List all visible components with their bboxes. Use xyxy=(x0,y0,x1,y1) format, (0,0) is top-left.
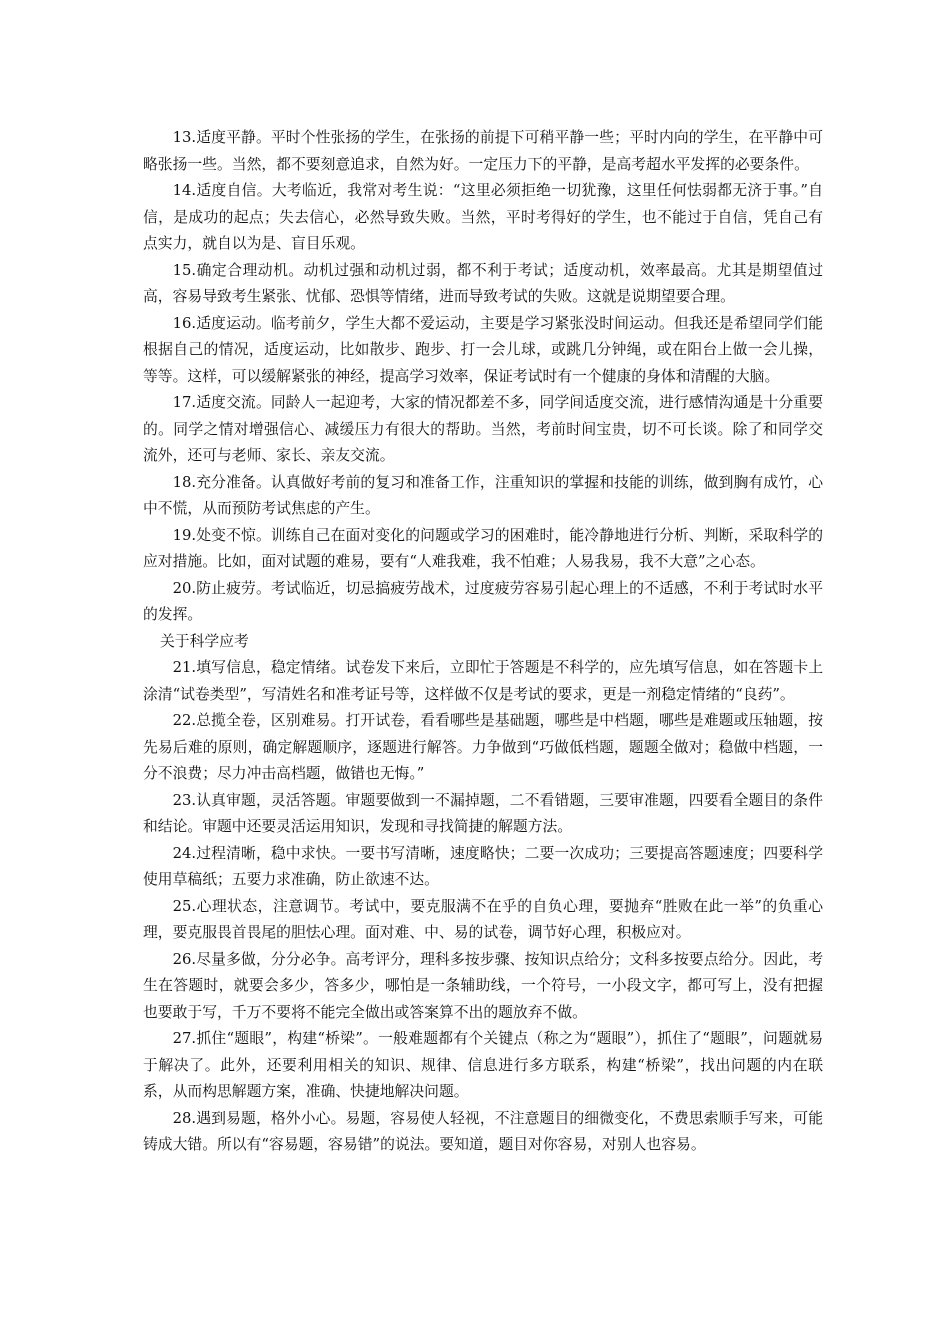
paragraph-25: 25.心理状态，注意调节。考试中，要克服满不在乎的自负心理，要抛弃“胜败在此一举”的负重心理，要克服畏首畏尾的胆怯心理。面对难、中、易的试卷，调节好心理，积极应对。 xyxy=(143,897,823,941)
paragraph-23: 23.认真审题，灵活答题。审题要做到一不漏掉题，二不看错题，三要审准题，四要看全题目的条件和结论。审题中还要灵活运用知识，发现和寻找简捷的解题方法。 xyxy=(143,791,823,835)
section-heading: 关于科学应考 xyxy=(160,632,249,650)
paragraph-16: 16.适度运动。临考前夕，学生大都不爱运动，主要是学习紧张没时间运动。但我还是希望同学们能根据自己的情况，适度运动，比如散步、跑步、打一会儿球，或跳几分钟绳，或在阳台上做一会儿操，等等。这样，可以缓解紧张的神经，提高学习效率，保证考试时有一个健康的身体和清醒的大脑。 xyxy=(143,314,823,385)
paragraph-27: 27.抓住“题眼”，构建“桥梁”。一般难题都有个关键点（称之为“题眼”），抓住了“题眼”，问题就易于解决了。此外，还要利用相关的知识、规律、信息进行多方联系，构建“桥梁”，找出问题的内在联系，从而构思解题方案，准确、快捷地解决问题。 xyxy=(143,1030,823,1100)
paragraph-21: 21.填写信息，稳定情绪。试卷发下来后，立即忙于答题是不科学的，应先填写信息，如在答题卡上涂清“试卷类型”，写清姓名和准考证号等，这样做不仅是考试的要求，更是一剂稳定情绪的“良药”。 xyxy=(143,659,823,703)
paragraph-19: 19.处变不惊。训练自己在面对变化的问题或学习的困难时，能冷静地进行分析、判断，采取科学的应对措施。比如，面对试题的难易，要有“人难我难，我不怕难；人易我易，我不大意”之心态。 xyxy=(143,526,823,570)
document-page xyxy=(143,125,823,1159)
paragraph-15: 15.确定合理动机。动机过强和动机过弱，都不利于考试；适度动机，效率最高。尤其是期望值过高，容易导致考生紧张、忧郁、恐惧等情绪，进而导致考试的失败。这就是说期望要合理。 xyxy=(143,261,823,305)
paragraph-20: 20.防止疲劳。考试临近，切忌搞疲劳战术，过度疲劳容易引起心理上的不适感，不利于考试时水平的发挥。 xyxy=(143,579,823,623)
paragraph-17: 17.适度交流。同龄人一起迎考，大家的情况都差不多，同学间适度交流，进行感情沟通是十分重要的。同学之情对增强信心、减缓压力有很大的帮助。当然，考前时间宝贵，切不可长谈。除了和同学交流外，还可与老师、家长、亲友交流。 xyxy=(143,394,823,464)
paragraph-26: 26.尽量多做，分分必争。高考评分，理科多按步骤、按知识点给分；文科多按要点给分。因此，考生在答题时，就要会多少，答多少，哪怕是一条辅助线，一个符号，一小段文字，都可写上，没有把握也要敢于写，千万不要将不能完全做出或答案算不出的题放弃不做。 xyxy=(143,950,823,1021)
paragraph-28: 28.遇到易题，格外小心。易题，容易使人轻视，不注意题目的细微变化，不费思索顺手写来，可能铸成大错。所以有“容易题，容易错”的说法。要知道，题目对你容易，对别人也容易。 xyxy=(143,1109,823,1153)
paragraph-14: 14.适度自信。大考临近，我常对考生说：“这里必须拒绝一切犹豫，这里任何怯弱都无济于事。”自信，是成功的起点；失去信心，必然导致失败。当然，平时考得好的学生，也不能过于自信，凭自己有点实力，就自以为是、盲目乐观。 xyxy=(143,182,823,252)
paragraph-18: 18.充分准备。认真做好考前的复习和准备工作，注重知识的掌握和技能的训练，做到胸有成竹，心中不慌，从而预防考试焦虑的产生。 xyxy=(143,473,823,517)
paragraph-22: 22.总揽全卷，区别难易。打开试卷，看看哪些是基础题，哪些是中档题，哪些是难题或压轴题，按先易后难的原则，确定解题顺序，逐题进行解答。力争做到“巧做低档题，题题全做对；稳做中档题，一分不浪费；尽力冲击高档题，做错也无悔。” xyxy=(143,712,823,782)
paragraph-24: 24.过程清晰，稳中求快。一要书写清晰，速度略快；二要一次成功；三要提高答题速度；四要科学使用草稿纸；五要力求准确，防止欲速不达。 xyxy=(143,844,823,888)
paragraph-13: 13.适度平静。平时个性张扬的学生，在张扬的前提下可稍平静一些；平时内向的学生，在平静中可略张扬一些。当然，都不要刻意追求，自然为好。一定压力下的平静，是高考超水平发挥的必要条件。 xyxy=(143,129,823,173)
